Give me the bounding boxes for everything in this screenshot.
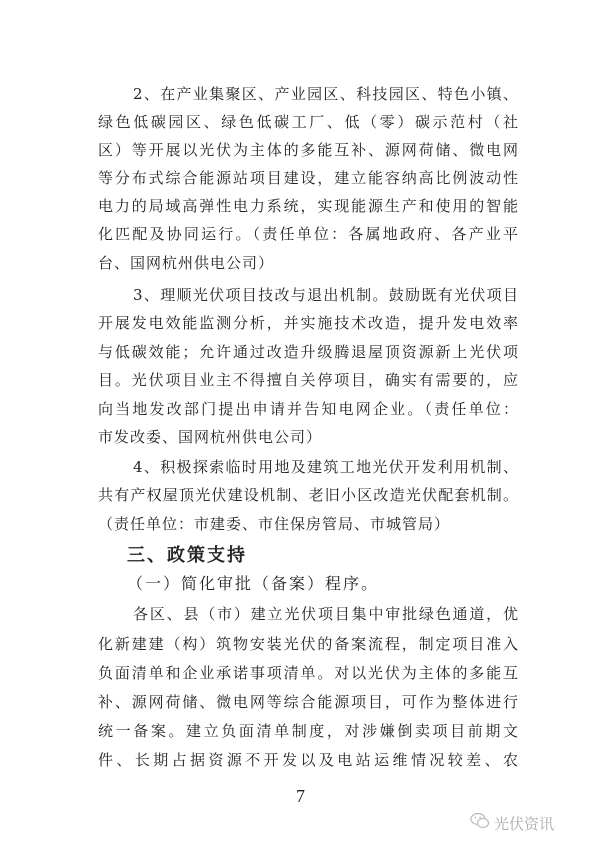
- text-line: 台、国网杭州供电公司）: [98, 254, 275, 272]
- text-line: 目。光伏项目业主不得擅自关停项目，确实有需要的，应: [98, 371, 518, 389]
- text-line: 件、长期占据资源不开发以及电站运维情况较差、农: [98, 751, 518, 769]
- section-heading: 三、政策支持: [127, 545, 247, 566]
- text-line: 开展发电效能监测分析，并实施技术改造，提升发电效率: [98, 314, 518, 332]
- text-line: 2、在产业集聚区、产业园区、科技园区、特色小镇、: [133, 85, 518, 103]
- text-line: 电力的局域高弹性电力系统，实现能源生产和使用的智能: [98, 197, 518, 215]
- text-line: 4、积极探索临时用地及建筑工地光伏开发利用机制、: [133, 458, 518, 476]
- text-line: （责任单位：市建委、市住保房管局、市城管局）: [98, 515, 451, 533]
- page-number: 7: [296, 786, 305, 806]
- text-line: 负面清单和企业承诺事项清单。对以光伏为主体的多能互: [98, 664, 518, 682]
- text-line: 绿色低碳园区、绿色低碳工厂、低（零）碳示范村（社: [98, 113, 518, 131]
- text-line: 3、理顺光伏项目技改与退出机制。鼓励既有光伏项目: [133, 286, 518, 304]
- text-line: 各区、县（市）建立光伏项目集中审批绿色通道，优: [133, 605, 518, 623]
- text-line: 化新建建（构）筑物安装光伏的备案流程，制定项目准入: [98, 635, 518, 653]
- text-line: 化匹配及协同运行。（责任单位：各属地政府、各产业平: [98, 225, 518, 243]
- text-line: 等分布式综合能源站项目建设，建立能容纳高比例波动性: [98, 169, 518, 187]
- wechat-icon: [470, 812, 490, 834]
- text-line: 区）等开展以光伏为主体的多能互补、源网荷储、微电网: [98, 141, 518, 159]
- watermark: [470, 812, 554, 834]
- text-line: 共有产权屋顶光伏建设机制、老旧小区改造光伏配套机制。: [98, 486, 518, 504]
- subsection-heading: （一）简化审批（备案）程序。: [127, 574, 380, 593]
- text-line: 与低碳效能；允许通过改造升级腾退屋顶资源新上光伏项: [98, 343, 518, 361]
- text-line: 市发改委、国网杭州供电公司）: [98, 428, 323, 446]
- text-line: 补、源网荷储、微电网等综合能源项目，可作为整体进行: [98, 693, 518, 711]
- text-line: 统一备案。建立负面清单制度，对涉嫌倒卖项目前期文: [98, 722, 518, 740]
- text-line: 向当地发改部门提出申请并告知电网企业。（责任单位：: [98, 400, 518, 418]
- watermark-text: 光伏资讯: [494, 814, 555, 833]
